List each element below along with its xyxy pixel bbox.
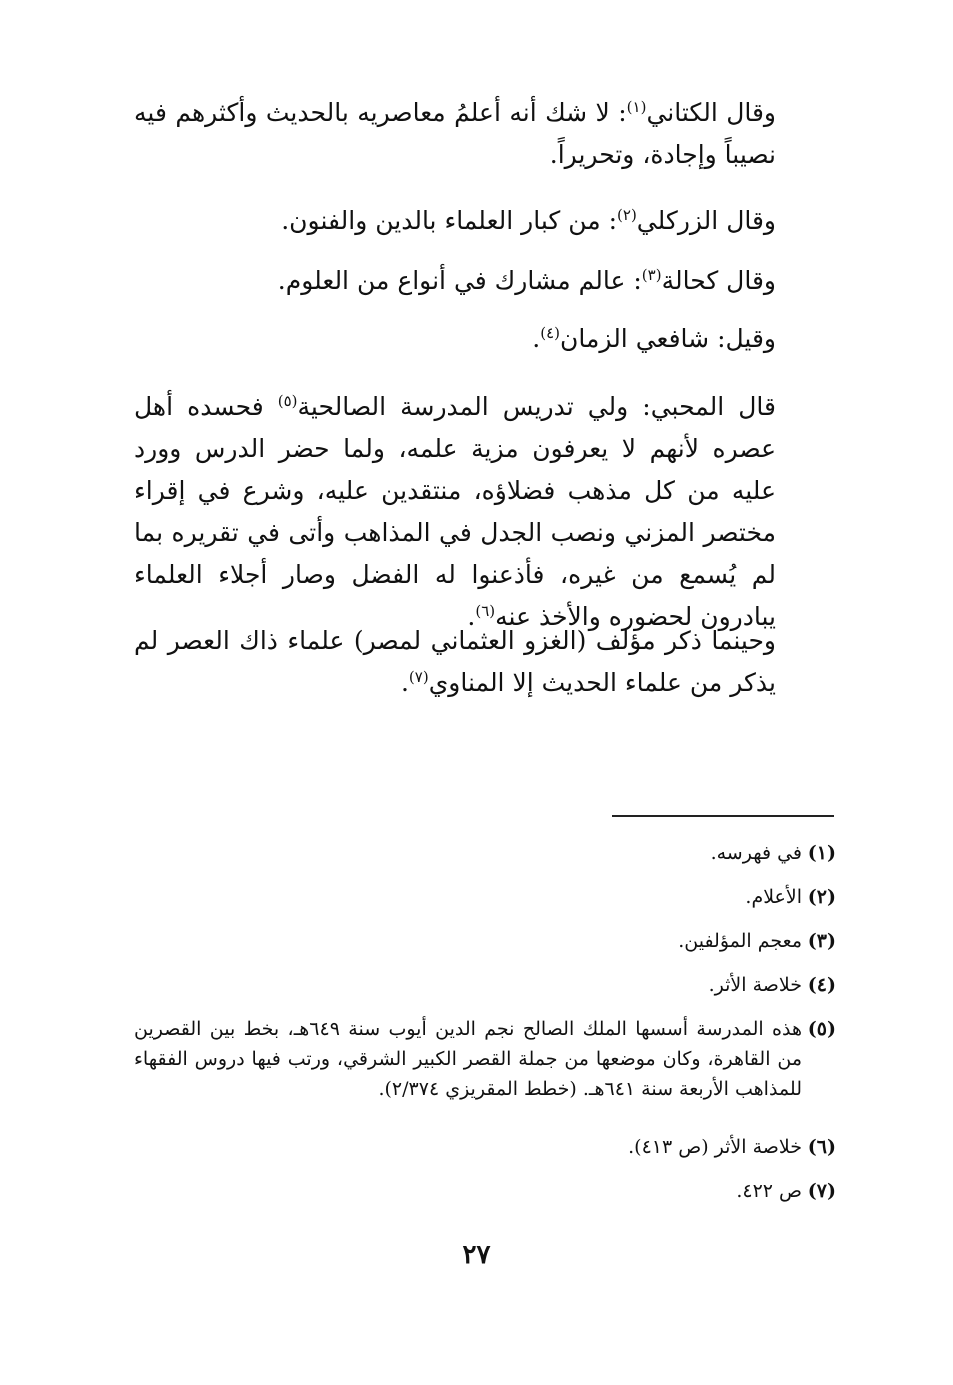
footnote-3: (٣)معجم المؤلفين.: [134, 926, 836, 956]
paragraph-muhibbi: قال المحبي: ولي تدريس المدرسة الصالحية$^{(٥)}$ فحسده أهل عصره لأنهم لا يعرفون مزية علمه، ولما حضر الدرس وورد عليه من كل مذهب فضلاؤه، منتقدين عليه، وشرع في إقراء مختصر المزني ونصب الجدل في المذاهب وأتى في تقريره بما لم يُسمع من غيره، فأذعنوا له الفضل وصار أجلاء العلماء يبادرون لحضوره والأخذ عنه$^{(٦)}$.: [134, 392, 776, 631]
paragraph-kahhala: وقال كحالة$^{(٣)}$: عالم مشارك في أنواع من العلوم.: [277, 266, 776, 295]
footnote-number: (١): [807, 842, 836, 864]
footnote-1: (١)في فهرسه.: [134, 838, 836, 868]
footnote-separator: [612, 815, 834, 817]
footnote-number: (٧): [807, 1180, 836, 1202]
footnote-ref-5: (٥): [277, 392, 298, 410]
footnote-2: (٢)الأعلام.: [134, 882, 836, 912]
footnote-6: (٦)خلاصة الأثر (ص ٤١٣).: [134, 1132, 836, 1162]
page-number: ٢٧: [462, 1240, 491, 1270]
footnote-ref-4: (٤): [540, 324, 561, 342]
footnote-number: (٢): [807, 886, 836, 908]
footnote-ref-2: (٢): [617, 206, 637, 224]
paragraph-zirikli: وقال الزركلي$^{(٢)}$: من كبار العلماء بالدين والفنون.: [281, 206, 776, 235]
footnote-number: (٥): [807, 1018, 836, 1040]
paragraph-kattani: وقال الكتاني$^{(١)}$: لا شك أنه أعلمُ معاصريه بالحديث وأكثرهم فيه نصيباً وإجادة، وتحريراً.: [134, 98, 777, 169]
footnote-7: (٧)ص ٤٢٢.: [134, 1176, 836, 1206]
footnote-ref-3: (٣): [641, 266, 662, 284]
footnote-ref-7: (٧): [408, 668, 429, 686]
footnote-ref-1: (١): [626, 98, 647, 116]
paragraph-shafii: وقيل: شافعي الزمان$^{(٤)}$.: [532, 324, 776, 353]
paragraph-ghazw: وحينما ذكر مؤلف (الغزو العثماني لمصر) علماء ذاك العصر لم يذكر من علماء الحديث إلا المناوي$^{(٧)}$.: [134, 626, 776, 697]
footnote-4: (٤)خلاصة الأثر.: [134, 970, 836, 1000]
footnote-number: (٤): [807, 974, 836, 996]
footnote-number: (٦): [807, 1136, 836, 1158]
footnote-ref-6: (٦): [475, 602, 496, 620]
footnote-5: (٥) هذه المدرسة أسسها الملك الصالح نجم الدين أيوب سنة ٦٤٩هـ، بخط بين القصرين من القاهرة، وكان موضعها من جملة القصر الكبير الشرقي، ورتب فيها دروس الفقهاء للمذاهب الأربعة سنة ٦٤١هـ. (خطط المقريزي ٢/٣٧٤).: [134, 1014, 836, 1104]
footnote-number: (٣): [807, 930, 836, 952]
